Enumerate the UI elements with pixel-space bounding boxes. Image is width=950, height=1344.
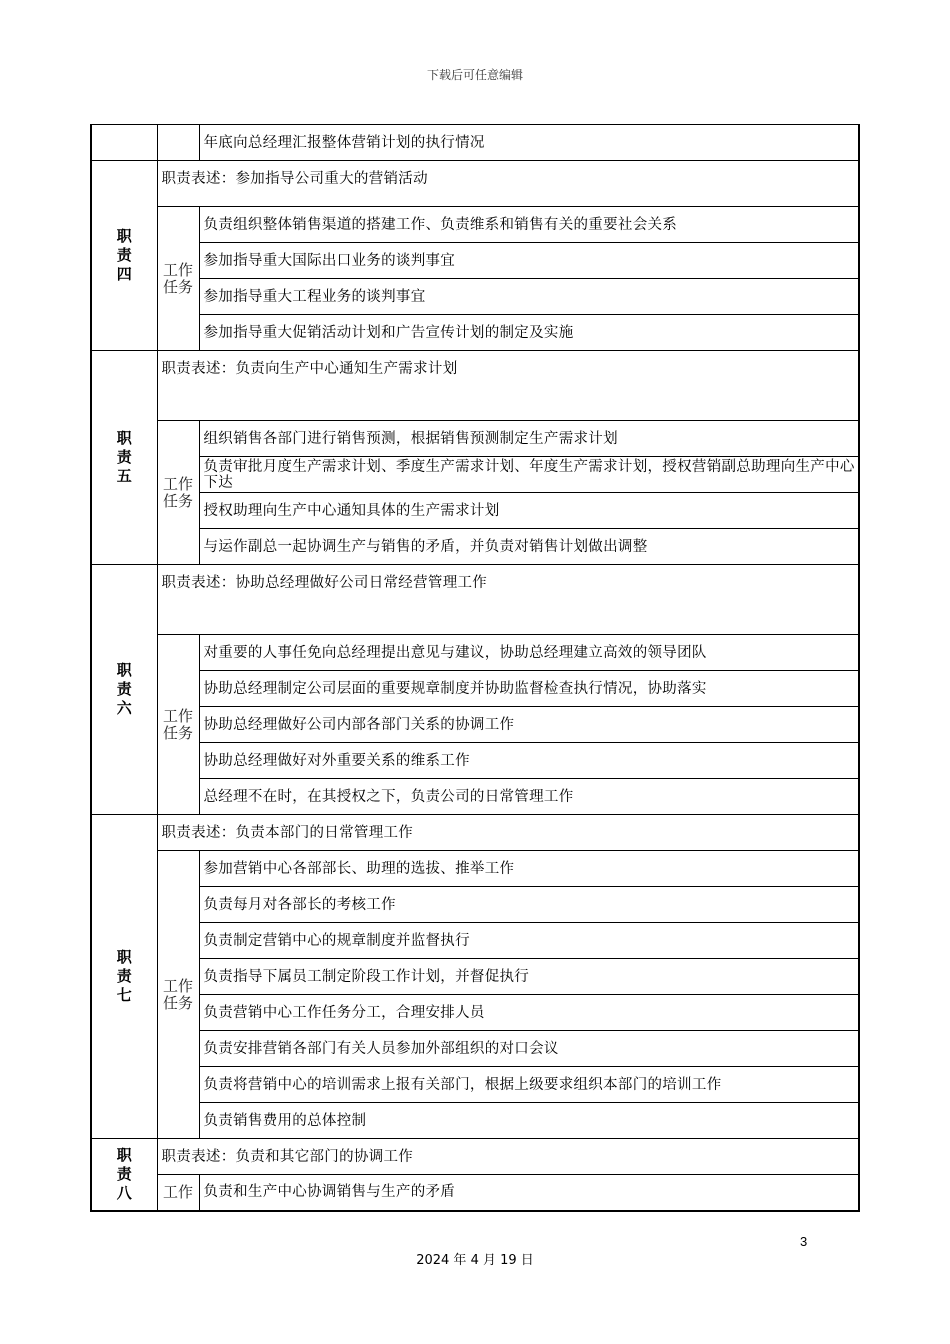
table-row — [91, 1067, 859, 1103]
duty-table — [90, 124, 860, 1212]
task-text: 授权助理向生产中心通知具体的生产需求计划 — [199, 493, 859, 529]
table-row — [91, 279, 859, 315]
section-description: 职责表述：负责和其它部门的协调工作 — [157, 1139, 859, 1175]
table-row — [91, 1139, 859, 1175]
task-text: 负责销售费用的总体控制 — [199, 1103, 859, 1139]
task-text: 总经理不在时，在其授权之下，负责公司的日常管理工作 — [199, 779, 859, 815]
page-number: 3 — [800, 1234, 808, 1249]
task-text: 与运作副总一起协调生产与销售的矛盾，并负责对销售计划做出调整 — [199, 529, 859, 565]
task-text: 负责和生产中心协调销售与生产的矛盾 — [199, 1175, 859, 1211]
task-text: 负责安排营销各部门有关人员参加外部组织的对口会议 — [199, 1031, 859, 1067]
task-text: 参加指导重大工程业务的谈判事宜 — [199, 279, 859, 315]
empty-cell — [91, 125, 157, 161]
task-text: 负责每月对各部长的考核工作 — [199, 887, 859, 923]
task-label: 工作 — [157, 1175, 199, 1211]
task-label: 工作 任务 — [157, 851, 199, 1139]
table-row — [91, 779, 859, 815]
task-text: 负责指导下属员工制定阶段工作计划，并督促执行 — [199, 959, 859, 995]
table-row — [91, 707, 859, 743]
table-row — [91, 635, 859, 671]
table-row — [91, 565, 859, 635]
section-description: 职责表述：协助总经理做好公司日常经营管理工作 — [157, 565, 859, 635]
task-text: 协助总经理做好公司内部各部门关系的协调工作 — [199, 707, 859, 743]
task-text: 对重要的人事任免向总经理提出意见与建议，协助总经理建立高效的领导团队 — [199, 635, 859, 671]
page-header: 下载后可任意编辑 — [426, 68, 523, 82]
section-title-4: 职 责 四 — [91, 161, 157, 351]
section-title-7: 职 责 七 — [91, 815, 157, 1139]
table-row — [91, 923, 859, 959]
table-row — [91, 125, 859, 161]
table-row — [91, 1103, 859, 1139]
task-text: 协助总经理做好对外重要关系的维系工作 — [199, 743, 859, 779]
task-text: 参加指导重大促销活动计划和广告宣传计划的制定及实施 — [199, 315, 859, 351]
table-row — [91, 161, 859, 207]
table-row — [91, 315, 859, 351]
task-label: 工作 任务 — [157, 421, 199, 565]
table-row — [91, 243, 859, 279]
task-text: 负责制定营销中心的规章制度并监督执行 — [199, 923, 859, 959]
table-row — [91, 1175, 859, 1211]
table-row — [91, 887, 859, 923]
table-row — [91, 959, 859, 995]
section-description: 职责表述：负责本部门的日常管理工作 — [157, 815, 859, 851]
table-row — [91, 529, 859, 565]
task-text: 组织销售各部门进行销售预测，根据销售预测制定生产需求计划 — [199, 421, 859, 457]
table-row — [91, 207, 859, 243]
task-text: 负责组织整体销售渠道的搭建工作、负责维系和销售有关的重要社会关系 — [199, 207, 859, 243]
section-title-5: 职 责 五 — [91, 351, 157, 565]
table-row — [91, 493, 859, 529]
task-text: 负责营销中心工作任务分工，合理安排人员 — [199, 995, 859, 1031]
table-row — [91, 995, 859, 1031]
section-description: 职责表述：负责向生产中心通知生产需求计划 — [157, 351, 859, 421]
table-row — [91, 815, 859, 851]
task-label: 工作 任务 — [157, 635, 199, 815]
table-row — [91, 671, 859, 707]
table-row — [91, 421, 859, 457]
footer-date: 2024 年 4 月 19 日 — [416, 1253, 534, 1268]
table-row — [91, 351, 859, 421]
empty-cell — [157, 125, 199, 161]
task-text: 年底向总经理汇报整体营销计划的执行情况 — [199, 125, 859, 161]
section-description: 职责表述：参加指导公司重大的营销活动 — [157, 161, 859, 207]
task-text: 负责审批月度生产需求计划、季度生产需求计划、年度生产需求计划，授权营销副总助理向生产中心下达 — [199, 457, 859, 493]
table-row — [91, 1031, 859, 1067]
task-text: 负责将营销中心的培训需求上报有关部门，根据上级要求组织本部门的培训工作 — [199, 1067, 859, 1103]
task-text: 参加指导重大国际出口业务的谈判事宜 — [199, 243, 859, 279]
section-title-8: 职 责 八 — [91, 1139, 157, 1211]
task-text: 协助总经理制定公司层面的重要规章制度并协助监督检查执行情况，协助落实 — [199, 671, 859, 707]
task-text: 参加营销中心各部部长、助理的选拔、推举工作 — [199, 851, 859, 887]
section-title-6: 职 责 六 — [91, 565, 157, 815]
table-row — [91, 851, 859, 887]
table-row — [91, 457, 859, 493]
task-label: 工作 任务 — [157, 207, 199, 351]
table-row — [91, 743, 859, 779]
